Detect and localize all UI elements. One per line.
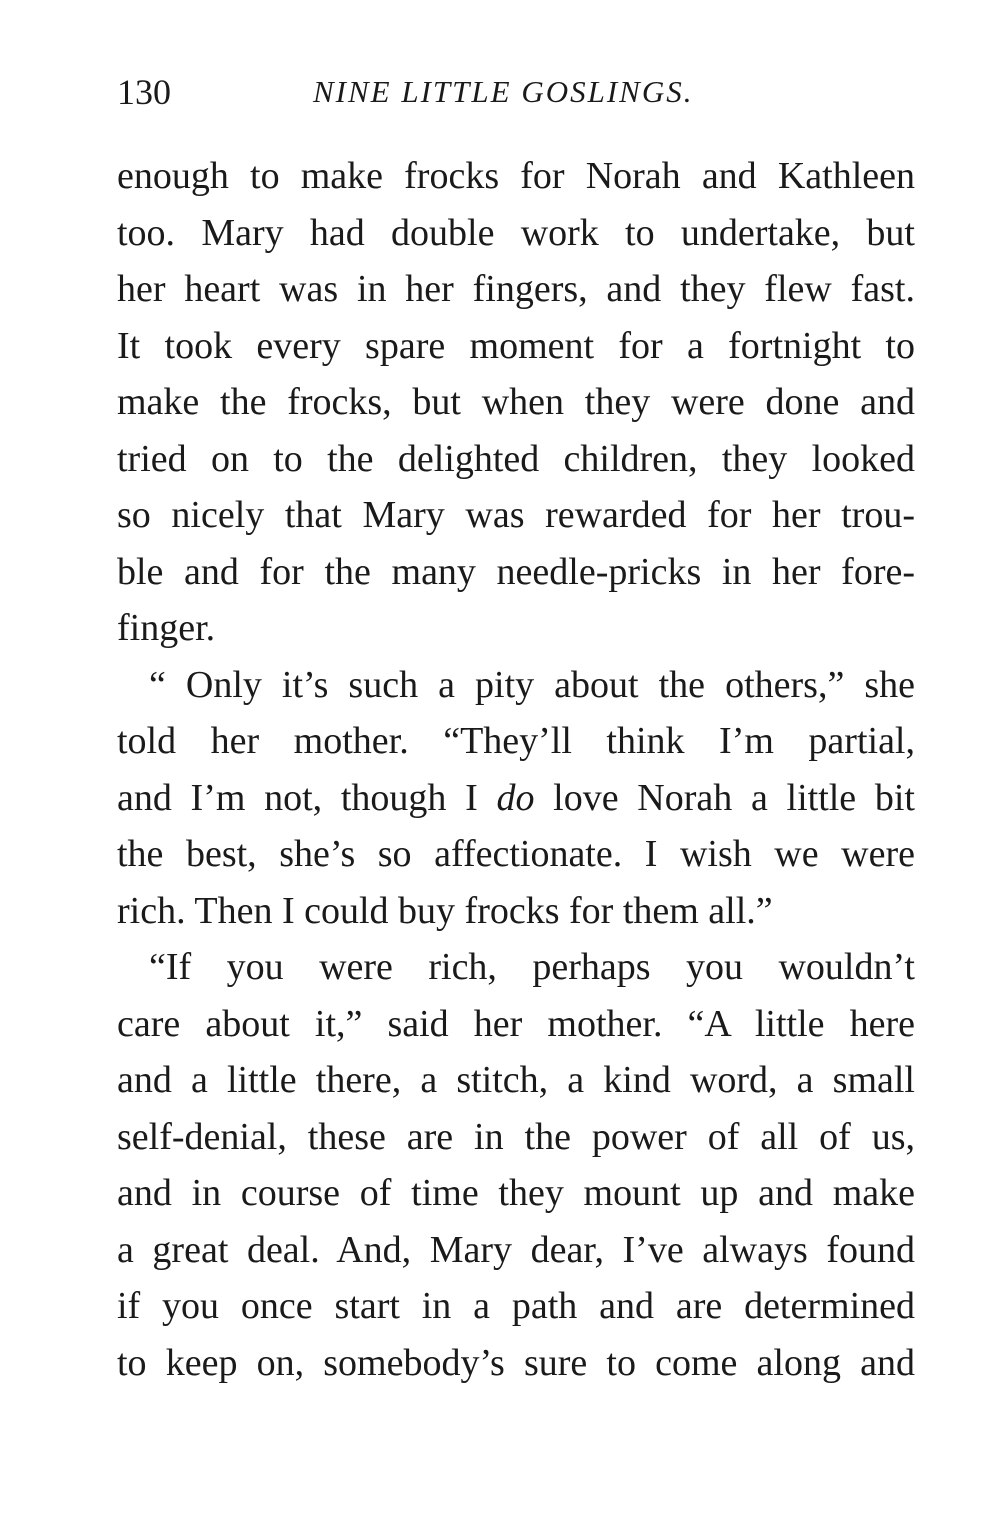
text-line: tried on to the delighted children, they looked — [117, 437, 915, 480]
text-segment: love Norah a little bit — [534, 776, 915, 819]
text-line: if you once start in a path and are determined — [117, 1285, 915, 1327]
text-line: so nicely that Mary was rewarded for her trou- — [117, 494, 915, 536]
text-line: and a little there, a stitch, a kind word, a small — [117, 1059, 915, 1101]
text-line: “ Only it’s such a pity about the others,” she — [149, 663, 915, 706]
text-line-with-emphasis — [117, 770, 915, 827]
text-line: self-denial, these are in the power of all of us, — [117, 1115, 915, 1158]
text-line: too. Mary had double work to undertake, but — [117, 211, 915, 254]
text-line: make the frocks, but when they were done and — [117, 381, 915, 423]
text-line: “If you were rich, perhaps you wouldn’t — [149, 946, 915, 988]
text-segment: and I’m not, though I — [117, 776, 497, 819]
page-number: 130 — [117, 72, 171, 112]
text-line: ble and for the many needle-pricks in her fore- — [117, 550, 915, 593]
text-line: It took every spare moment for a fortnight to — [117, 324, 915, 367]
text-line: finger. — [117, 607, 216, 649]
emphasized-word: do — [496, 776, 535, 819]
text-line: rich. Then I could buy frocks for them all.” — [117, 889, 773, 932]
text-line: enough to make frocks for Norah and Kathleen — [117, 155, 915, 197]
page-header — [117, 70, 917, 114]
text-line: the best, she’s so affectionate. I wish we were — [117, 833, 915, 875]
body-text — [117, 148, 915, 1391]
text-line: a great deal. And, Mary dear, I’ve always found — [117, 1228, 915, 1271]
running-title: NINE LITTLE GOSLINGS. — [313, 74, 694, 109]
text-line: and in course of time they mount up and make — [117, 1172, 915, 1214]
text-line: her heart was in her fingers, and they flew fast. — [117, 268, 915, 310]
text-line: told her mother. “They’ll think I’m partial, — [117, 720, 915, 762]
text-line: care about it,” said her mother. “A little here — [117, 1002, 915, 1045]
text-line: to keep on, somebody’s sure to come along and — [117, 1341, 915, 1384]
